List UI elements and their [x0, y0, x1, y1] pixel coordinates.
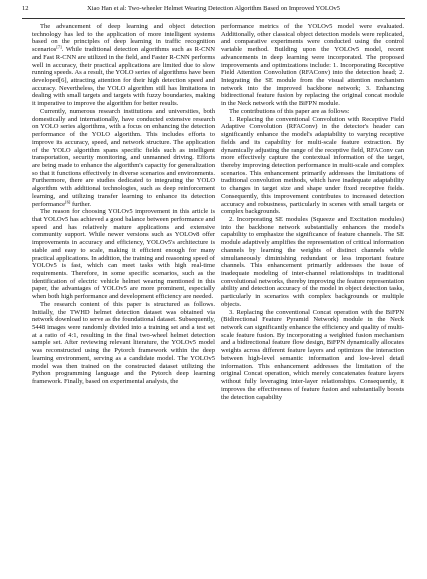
page-number: 12	[22, 5, 29, 12]
paragraph: The reason for choosing YOLOv5 improvement in this article is that YOLOv5 has achieved a good balance between performance and speed and has relatively mature applications and extensive community support. While newer versions such as YOLOv8 offer improvements in accuracy and efficiency, YOLOv5's architecture is stable and easy to scale, making it efficient enough for many practical applications. In addition, the training and reasoning speed of YOLOv5 is fast, which can meet tasks with high real-time requirements. Therefore, in some specific scenarios, such as the identification of electric vehicle helmet wearing mentioned in this paper, the advantages of YOLOv5 are more prominent, especially when both high performance and development efficiency are needed.	[32, 208, 215, 301]
running-title: Xiao Han et al: Two-wheeler Helmet Wearing Detection Algorithm Based on Improved YOLOv5	[86, 5, 341, 12]
paragraph: 3. Replacing the conventional Concat operation with the BiFPN (Bidirectional Feature Pyramid Network) module in the Neck network can significantly enhance the efficiency and quality of multi-scale feature fusion. By incorporating a weighted fusion mechanism and a bidirectional feature flow design, BiFPN dynamically allocates weights across different feature layers and optimizes the interaction between high-level semantic information and low-level detail information. This enhancement addresses the limitation of the original Concat operation, which merely concatenates feature layers without fully leveraging inter-layer relationships. Consequently, it improves the effectiveness of feature fusion and substantially boosts the detection capability	[221, 308, 404, 401]
paragraph: Currently, numerous research institutions and universities, both domestically and internationally, have conducted extensive research on YOLO series algorithms, with a focus on enhancing the detection performance of the YOLO algorithm. This includes efforts to improve its accuracy, speed, and network structure. The application of the YOLO algorithm spans specific fields such as intelligent transportation, security monitoring, and unmanned driving. Efforts are being made to enhance the algorithm's capacity for generalization so that it functions effectively in diverse scenarios and environments. Furthermore, there are studies dedicated to integrating the YOLO algorithm with additional technologies, such as deep reinforcement learning, and utilizing transfer learning to enhance its detection performance[6] further.	[32, 107, 215, 208]
paragraph: The advancement of deep learning and object detection technology has led to the application of more intelligent systems based on the principles of deep learning in traffic recognition scenarios[7]. While traditional detection algorithms such as R-CNN and Fast R-CNN are utilized in the field, and Faster R-CNN performs well in accuracy, their practical applications are limited due to slow running speeds. As a result, the YOLO series of algorithms have been developed[6], attracting attention for their high detection speed and accuracy. Nevertheless, the YOLO algorithm still has limitations in dealing with small targets and targets with fuzzy boundaries, making it imperative to improve the algorithm for better results.	[32, 23, 215, 108]
paragraph: The research content of this paper is structured as follows. Initially, the TWHD helmet detection dataset was obtained via network download to serve as the foundational dataset. Subsequently, 5448 images were randomly divided into a training set and a test set at a ratio of 4:1, resulting in the final two-wheel helmet detection sample set. After reviewing relevant literature, the YOLOv5 model was reconstructed using the Pytorch framework within the deep learning environment, serving as a candidate model. The YOLOv5 model was then trained on the constructed dataset utilizing the Python programming language and the Pytorch deep learning framework. Finally, based on experimental analysis, the	[32, 300, 215, 386]
paragraph: The contributions of this paper are as follows:	[229, 107, 350, 115]
paragraph: 1. Replacing the conventional Convolution with Receptive Field Adaptive Convolution (RFAConv) in the detector's header can significantly enhance the model's adaptability to varying receptive fields and its capability for multi-scale feature extraction. By dynamically adjusting the range of the receptive field, RFAConv can more effectively capture the contextual information of the target, thereby improving detection performance in multi-scale and complex scenarios. This enhancement primarily addresses the limitations of traditional convolution methods, which have inadequate adaptability to changes in target size and shape under fixed receptive fields. Consequently, this improvement contributes to increased detection accuracy and robustness, particularly in scenes with small targets or complex backgrounds.	[221, 115, 404, 216]
paragraph: 2. Incorporating SE modules (Squeeze and Excitation modules) into the backbone network substantially enhances the model's capability to emphasize the significance of feature channels. The SE module adaptively amplifies the representation of critical information channels by learning the weights of distinct channels while simultaneously diminishing redundant or less important feature channels. This enhancement primarily addresses the issue of inadequate modeling of inter-channel relationships in traditional convolutional networks, thereby improving the feature representation ability and detection accuracy of the model in object detection tasks, particularly in scenarios with complex backgrounds or multiple objects.	[221, 215, 404, 308]
page-header	[22, 5, 405, 17]
paragraph: performance metrics of the YOLOv5 model were evaluated. Additionally, other classical object detection models were replicated, and comparative experiments were conducted using the control variable method. Building upon the YOLOv5 model, recent advancements in deep learning were incorporated. The proposed improvements and optimizations include: 1. Incorporating Receptive Field Attention Convolution (RFAConv) into the detection head; 2. Integrating the SE module from the visual attention mechanism network into the improved backbone network; 3. Enhancing bidirectional feature fusion by replacing the original concat module in the Neck network with the BiFPN module.	[221, 23, 404, 108]
header-rule	[22, 18, 405, 19]
right-column	[221, 23, 404, 401]
left-column	[32, 23, 215, 386]
